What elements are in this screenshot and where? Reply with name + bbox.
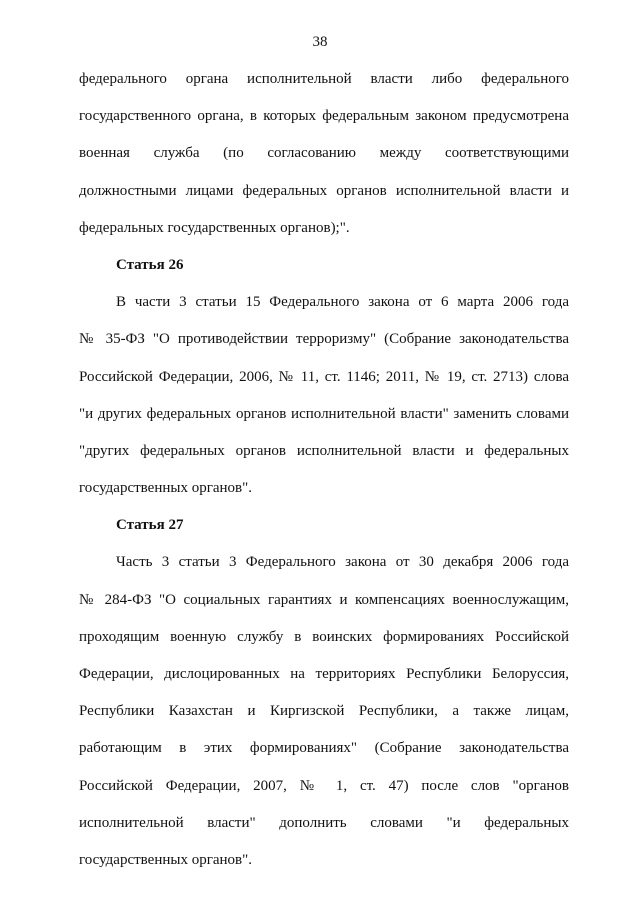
article-27-heading: Статья 27 bbox=[116, 517, 184, 534]
text-line: Российской Федерации, 2006, № 11, ст. 1146; 2011, № 19, ст. 2713) слова bbox=[79, 368, 569, 385]
text-line: работающим в этих формированиях" (Собрание законодательства bbox=[79, 740, 569, 757]
text-line: Российской Федерации, 2007, № 1, ст. 47) после слов "органов bbox=[79, 777, 569, 794]
text-line: исполнительной власти" дополнить словами "и федеральных bbox=[79, 814, 569, 831]
text-line: Часть 3 статьи 3 Федерального закона от 30 декабря 2006 года bbox=[116, 554, 569, 571]
text-line: государственного органа, в которых федеральным законом предусмотрена bbox=[79, 108, 569, 125]
text-line: "других федеральных органов исполнительной власти и федеральных bbox=[79, 442, 569, 459]
document-body bbox=[79, 68, 569, 886]
article-26-heading: Статья 26 bbox=[116, 256, 184, 273]
text-line: федеральных государственных органов);". bbox=[79, 219, 350, 236]
text-line: федерального органа исполнительной власти либо федерального bbox=[79, 71, 569, 87]
text-line: № 284-ФЗ "О социальных гарантиях и компенсациях военнослужащим, bbox=[79, 591, 569, 608]
text-line: военная служба (по согласованию между соответствующими bbox=[79, 145, 569, 162]
text-line: "и других федеральных органов исполнительной власти" заменить словами bbox=[79, 405, 569, 422]
text-line: должностными лицами федеральных органов исполнительной власти и bbox=[79, 182, 569, 199]
text-line: Федерации, дислоцированных на территориях Республики Белоруссия, bbox=[79, 666, 569, 682]
text-line: проходящим военную службу в воинских формированиях Российской bbox=[79, 628, 569, 645]
text-line: государственных органов". bbox=[79, 851, 252, 868]
text-line: государственных органов". bbox=[79, 480, 252, 497]
article-27-paragraph bbox=[79, 551, 569, 871]
text-line: Республики Казахстан и Киргизской Республики, а также лицам, bbox=[79, 703, 569, 720]
page-number: 38 bbox=[312, 34, 328, 50]
article-26-paragraph bbox=[79, 291, 569, 499]
text-line: В части 3 статьи 15 Федерального закона от 6 марта 2006 года bbox=[116, 294, 569, 311]
text-line: № 35-ФЗ "О противодействии терроризму" (Собрание законодательства bbox=[79, 331, 569, 348]
intro-paragraph bbox=[79, 68, 569, 239]
